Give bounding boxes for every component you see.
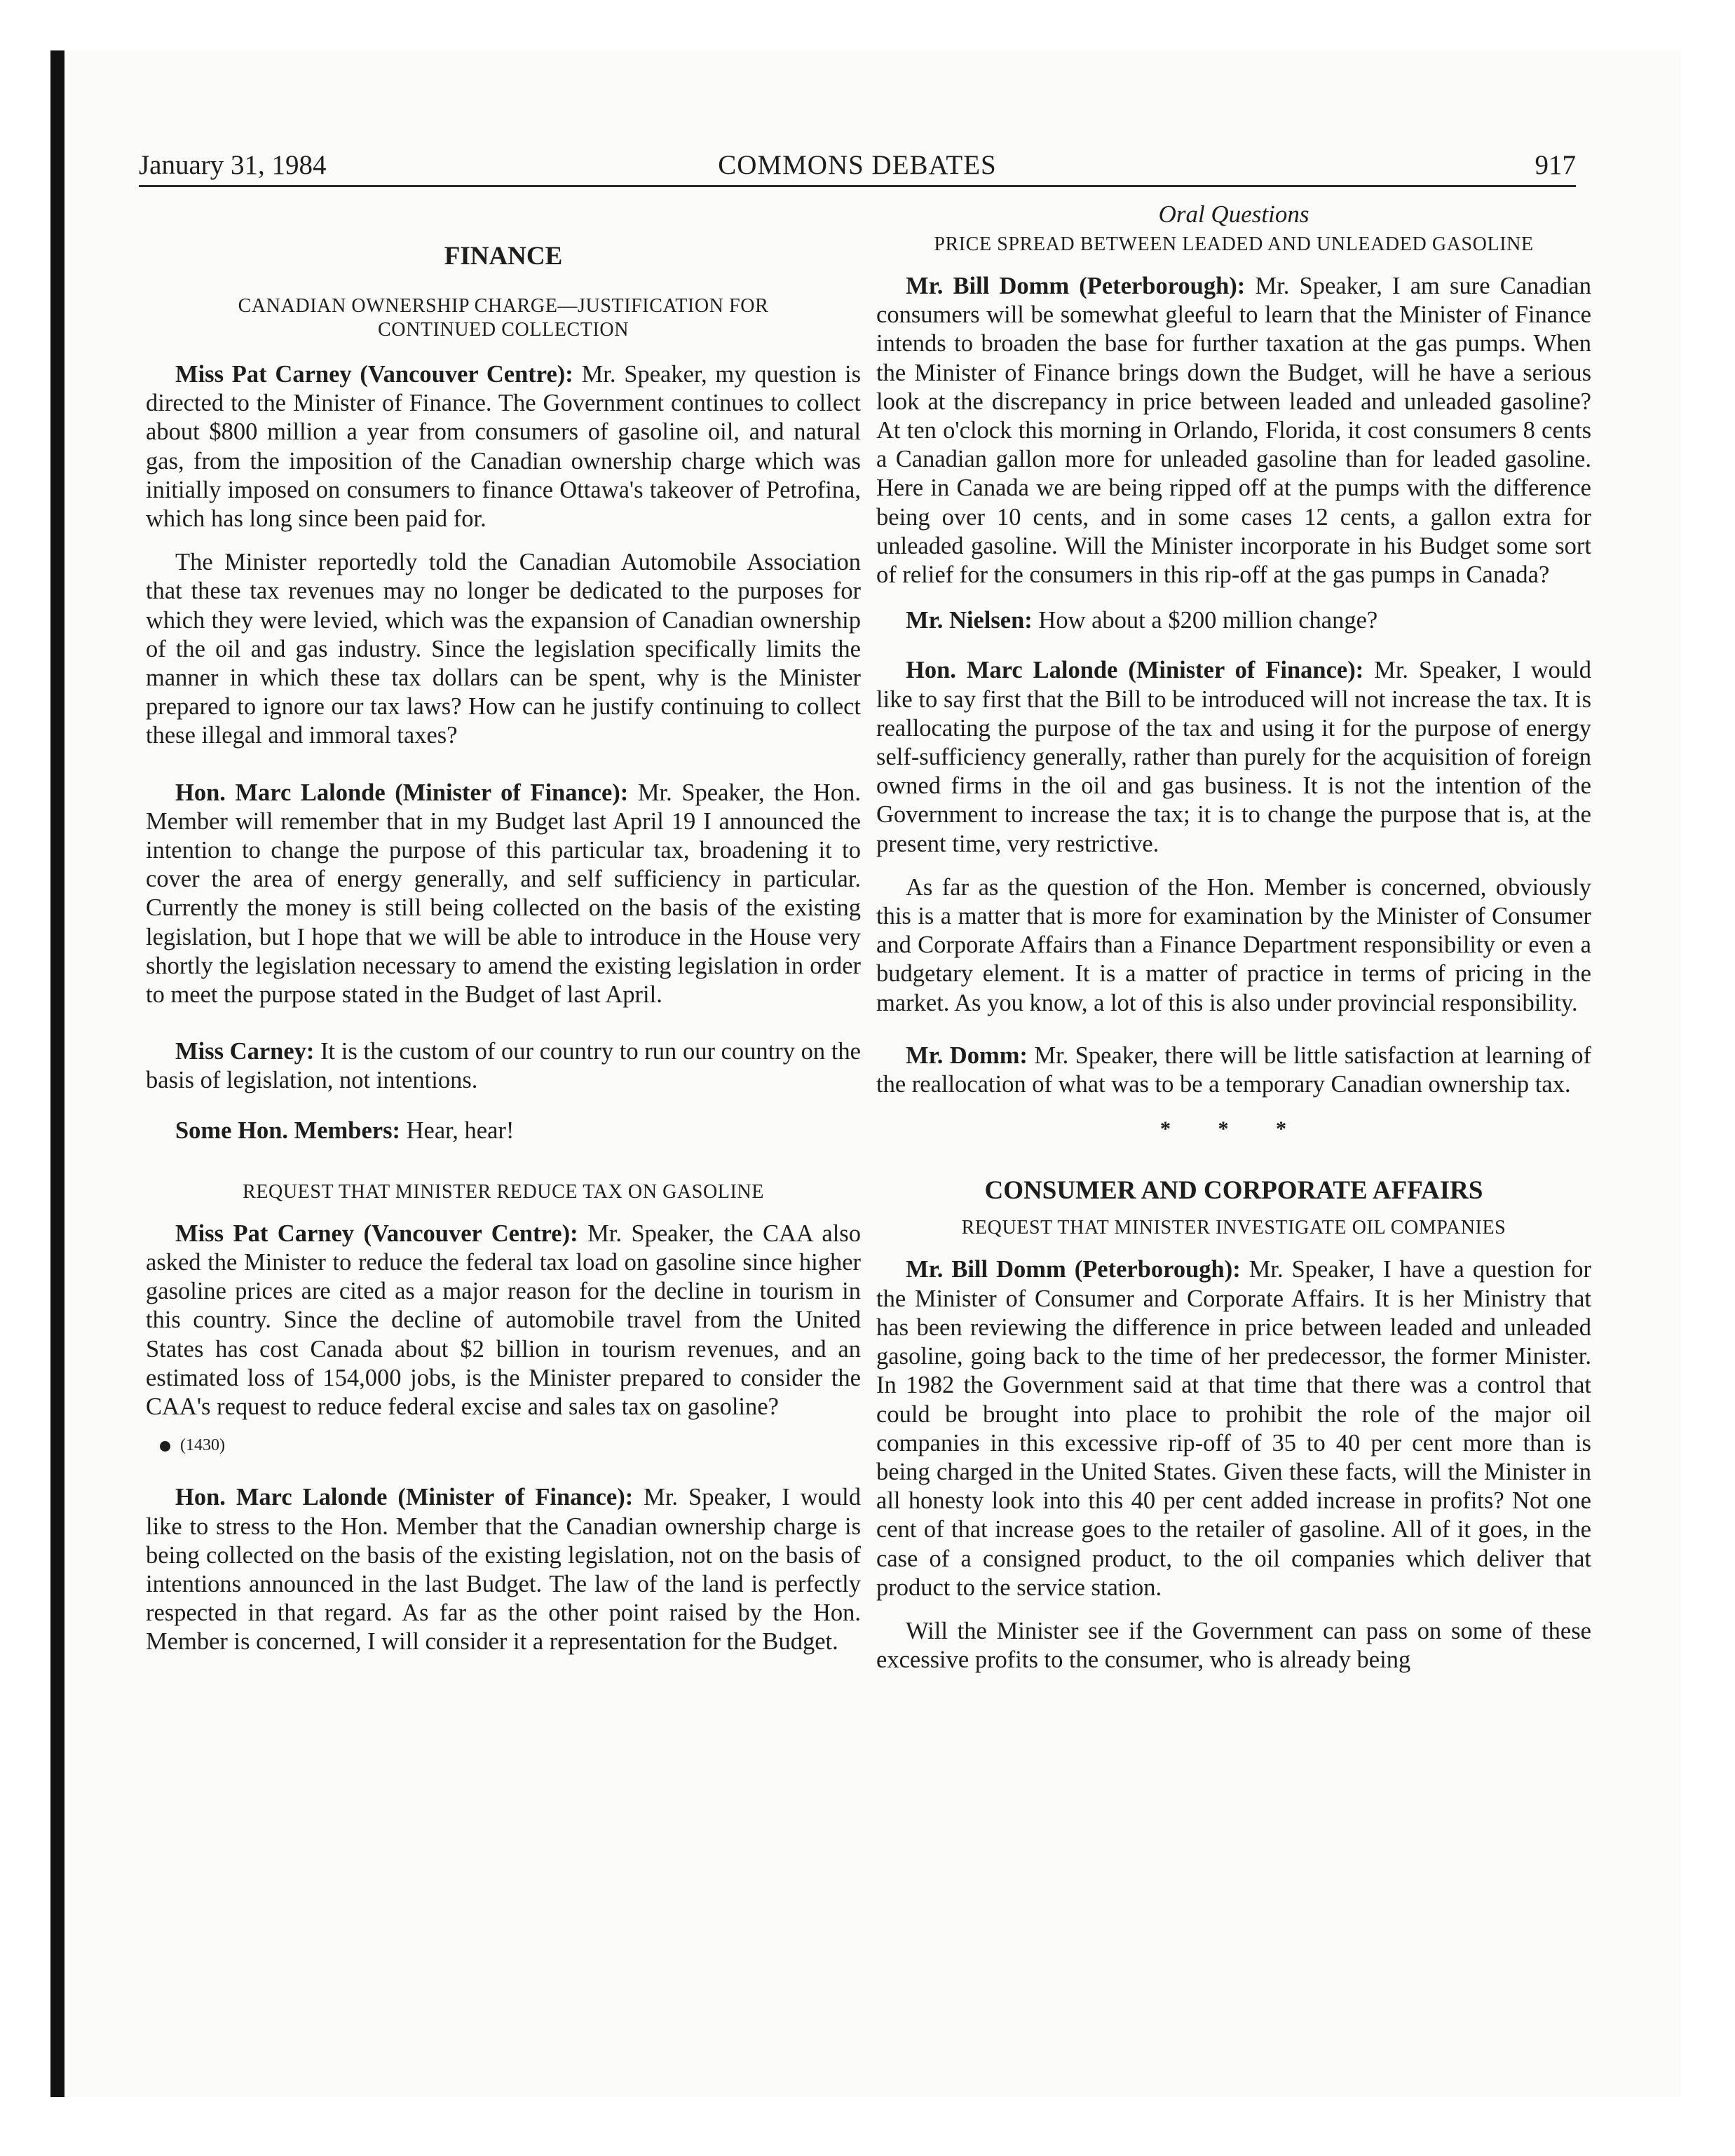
- paragraph: [146, 548, 861, 750]
- speech-text: Mr. Speaker, the Hon. Member will remember that in my Budget last April 19 I announced the intention to change the purpose of this particular tax, broadening it to cover the area of energy generally, and self sufficiency in particular. Currently the money is still being collected on the basis of the existing legislation, but I hope that we will be able to introduce in the House very shortly the legislation necessary to amend the existing legislation in order to meet the purpose stated in the Budget of last April.: [146, 779, 861, 1009]
- speech-text: Mr. Speaker, I would like to stress to the Hon. Member that the Canadian ownership charge is being collected on the basis of the existing legislation, not on the basis of intentions announced in the last Budget. The law of the land is perfectly respected in that regard. As far as the other point raised by the Hon. Member is concerned, I will consider it a representation for the Budget.: [146, 1484, 862, 1656]
- speech-text: Mr. Speaker, my question is directed to the Minister of Finance. The Government continues to collect about $800 million a year from consumers of gasoline oil, and natural gas, from the imposition of the Canadian ownership charge which was initially imposed on consumers to finance Ottawa's takeover of Petrofina, which has long since been paid for.: [146, 361, 861, 533]
- subheading-price-spread: PRICE SPREAD BETWEEN LEADED AND UNLEADED GASOLINE: [934, 233, 1534, 255]
- paragraph: [876, 873, 1591, 1018]
- paragraph: [876, 1255, 1591, 1602]
- running-head: Oral Questions: [1158, 200, 1309, 228]
- speaker-name: Miss Pat Carney (Vancouver Centre):: [175, 1220, 578, 1247]
- paragraph: [146, 1117, 861, 1145]
- paragraph: [876, 656, 1591, 858]
- subheading-oil-companies: REQUEST THAT MINISTER INVESTIGATE OIL COMPANIES: [961, 1217, 1506, 1239]
- paragraph: [146, 360, 861, 533]
- time-marker-text: (1430): [180, 1436, 225, 1455]
- page-header: [139, 149, 1576, 187]
- paragraph: [876, 606, 1591, 635]
- speaker-name: Mr. Bill Domm (Peterborough):: [906, 273, 1246, 299]
- header-title: COMMONS DEBATES: [718, 150, 997, 180]
- speech-text: Mr. Speaker, I would like to say first that the Bill to be introduced will not increase the tax. It is reallocating the purpose of the tax and using it for the purpose of energy self-sufficiency generally, rather than purely for the acquisition of foreign owned firms in the oil and gas business. It is not the intention of the Government to increase the tax; it is to change the purpose that is, at the present time, very restrictive.: [876, 657, 1592, 857]
- speech-text: Mr. Speaker, I am sure Canadian consumers will be somewhat gleeful to learn that the Minister of Finance intends to broaden the base for further taxation at the gas pumps. When the Minister of Finance brings down the Budget, will he have a serious look at the discrepancy in price between leaded and unleaded gasoline? At ten o'clock this morning in Orlando, Florida, it cost consumers 8 cents a Canadian gallon more for unleaded gasoline than for leaded gasoline. Here in Canada we are being ripped off at the pumps with the difference being over 10 cents, and in some cases 12 cents, a gallon extra for unleaded gasoline. Will the Minister incorporate in his Budget some sort of relief for the consumers in this rip-off at the gas pumps in Canada?: [876, 273, 1591, 589]
- speech-text: Will the Minister see if the Government can pass on some of these excessive profits to the consumer, who is already being: [876, 1617, 1591, 1674]
- speaker-name: Some Hon. Members:: [175, 1117, 400, 1144]
- speech-text: The Minister reportedly told the Canadian Automobile Association that these tax revenues may no longer be dedicated to the purposes for which they were levied, which was the expansion of Canadian ownership of the oil and gas industry. Since the legislation specifically limits the manner in which these tax dollars can be spent, why is the Minister prepared to ignore our tax laws? How can he justify continuing to collect these illegal and immoral taxes?: [146, 549, 861, 749]
- speaker-name: Hon. Marc Lalonde (Minister of Finance):: [175, 1484, 634, 1511]
- paragraph: [876, 1042, 1591, 1099]
- left-column: [146, 199, 861, 1657]
- speech-text: Mr. Speaker, I have a question for the Minister of Consumer and Corporate Affairs. It is her Ministry that has been reviewing the difference in price between leaded and unleaded gasoline, going back to the time of her predecessor, the former Minister. In 1982 the Government said at that time that there was a control that could be brought into place to prohibit the role of the major oil companies in this excessive rip-off of 35 to 40 per cent more than is being charged in the United States. Given these facts, will the Minister in all honesty look into this 40 per cent added increase in profits? Not one cent of that increase goes to the retailer of gasoline. All of it goes, in the case of a consigned product, to the oil companies which deliver that product to the service station.: [876, 1256, 1591, 1601]
- speech-text: As far as the question of the Hon. Member is concerned, obviously this is a matter that is more for examination by the Minister of Consumer and Corporate Affairs than a Finance Department responsibility or even a budgetary element. It is a matter of practice in terms of pricing in the market. As you know, a lot of this is also under provincial responsibility.: [876, 873, 1591, 1016]
- right-column: [876, 199, 1591, 1674]
- paragraph: [146, 1483, 861, 1656]
- subheading-ownership-charge: CANADIAN OWNERSHIP CHARGE—JUSTIFICATION FOR CONTINUED COLLECTION: [238, 295, 769, 341]
- section-heading-finance: FINANCE: [444, 242, 563, 271]
- section-separator: * * *: [1160, 1117, 1307, 1141]
- speaker-name: Mr. Bill Domm (Peterborough):: [906, 1256, 1241, 1283]
- paragraph: [146, 1037, 861, 1095]
- speaker-name: Hon. Marc Lalonde (Minister of Finance):: [175, 779, 629, 806]
- paragraph: [876, 272, 1591, 589]
- speech-text: How about a $200 million change?: [1032, 607, 1378, 634]
- speech-text: Mr. Speaker, there will be little satisfaction at learning of the reallocation of what was to be a temporary Canadian ownership tax.: [876, 1042, 1591, 1098]
- speaker-name: Miss Pat Carney (Vancouver Centre):: [175, 361, 573, 388]
- speech-text: It is the custom of our country to run our country on the basis of legislation, not intentions.: [146, 1038, 861, 1094]
- header-date: January 31, 1984: [139, 150, 327, 180]
- bullet-dot-icon: [160, 1441, 170, 1452]
- paragraph: [876, 1617, 1591, 1674]
- paragraph: [146, 779, 861, 1010]
- scan-binding-edge: [50, 50, 64, 2097]
- speaker-name: Hon. Marc Lalonde (Minister of Finance):: [906, 657, 1364, 684]
- page-number: 917: [1535, 150, 1576, 180]
- speaker-name: Mr. Nielsen:: [906, 607, 1033, 634]
- paragraph: [146, 1220, 861, 1421]
- speech-text: Hear, hear!: [400, 1117, 515, 1144]
- speaker-name: Mr. Domm:: [906, 1042, 1028, 1069]
- speech-text: Mr. Speaker, the CAA also asked the Minister to reduce the federal tax load on gasoline since higher gasoline prices are cited as a major reason for the decline in tourism in this country. Since the decline of automobile travel from the United States has cost Canada about $2 billion in tourism revenues, and an estimated loss of 154,000 jobs, is the Minister prepared to consider the CAA's request to reduce federal excise and sales tax on gasoline?: [146, 1220, 861, 1421]
- speaker-name: Miss Carney:: [175, 1038, 315, 1065]
- section-heading-consumer: CONSUMER AND CORPORATE AFFAIRS: [984, 1176, 1483, 1206]
- time-marker: [146, 1431, 861, 1459]
- subheading-gasoline-tax: REQUEST THAT MINISTER REDUCE TAX ON GASOLINE: [243, 1180, 764, 1203]
